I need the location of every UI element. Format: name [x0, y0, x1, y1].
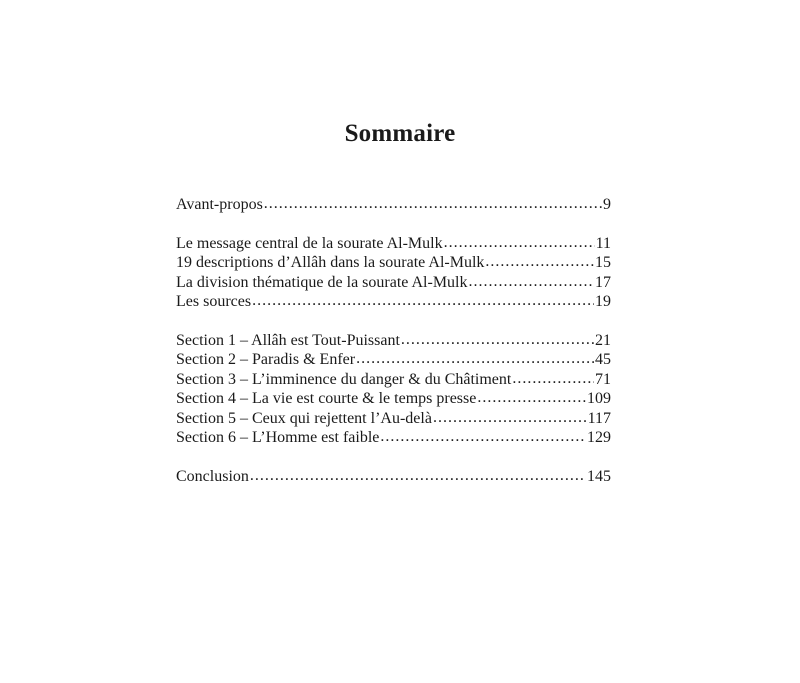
dot-leader — [380, 427, 586, 447]
toc-entry-page: 45 — [595, 351, 611, 368]
dot-leader — [433, 408, 587, 428]
toc-entry-page: 117 — [587, 409, 611, 427]
toc-entry-label: Section 1 – Allâh est Tout-Puissant — [176, 331, 400, 349]
toc-entry — [176, 234, 611, 254]
toc-entry-page: 145 — [587, 467, 611, 485]
toc-group-overview — [176, 234, 611, 312]
toc-entry-label: Section 6 – L’Homme est faible — [176, 429, 380, 446]
toc-entry-page: 21 — [595, 331, 611, 349]
toc-entry-label: 19 descriptions d’Allâh dans la sourate Al-Mulk — [176, 254, 485, 271]
dot-leader — [444, 233, 595, 253]
toc-entry-page: 19 — [595, 293, 611, 310]
toc-entry-label: La division thématique de la sourate Al-Mulk — [176, 273, 468, 291]
page-title: Sommaire — [344, 120, 456, 147]
toc-entry-page: 109 — [587, 390, 611, 407]
toc-entry-label: Section 4 – La vie est courte & le temps presse — [176, 390, 477, 407]
toc-entry — [176, 370, 611, 390]
toc-entry-label: Section 5 – Ceux qui rejettent l’Au-delà — [176, 409, 432, 427]
toc-entry — [176, 409, 611, 429]
toc-entry — [176, 253, 611, 273]
dot-leader — [356, 349, 594, 369]
toc-entry — [176, 389, 611, 409]
toc-entry — [176, 292, 611, 312]
toc-entry — [176, 273, 611, 293]
toc-entry — [176, 428, 611, 448]
dot-leader — [477, 388, 586, 408]
toc-entry-page: 17 — [595, 273, 611, 291]
toc-entry-label: Section 3 – L’imminence du danger & du Châtiment — [176, 370, 512, 388]
toc-entry-label: Les sources — [176, 293, 252, 310]
toc-entry-page: 11 — [595, 234, 611, 252]
toc-entry — [176, 331, 611, 351]
toc-entry-label: Section 2 – Paradis & Enfer — [176, 351, 356, 368]
dot-leader — [252, 291, 594, 311]
toc-entry — [176, 467, 611, 487]
toc-entry-page: 9 — [603, 196, 611, 213]
dot-leader — [264, 194, 602, 214]
dot-leader — [469, 272, 595, 292]
toc-entry-page: 129 — [587, 429, 611, 446]
toc-entry — [176, 350, 611, 370]
toc-entry-page: 15 — [595, 254, 611, 271]
toc-entry-page: 71 — [595, 370, 611, 388]
dot-leader — [485, 252, 594, 272]
toc-group-sections — [176, 331, 611, 448]
dot-leader — [512, 369, 594, 389]
toc-group-intro — [176, 195, 611, 215]
dot-leader — [250, 466, 586, 486]
dot-leader — [401, 330, 594, 350]
toc-entry-label: Avant-propos — [176, 196, 263, 213]
toc-entry — [176, 195, 611, 215]
table-of-contents — [176, 195, 611, 486]
toc-entry-label: Conclusion — [176, 467, 249, 485]
toc-group-conclusion — [176, 467, 611, 487]
toc-entry-label: Le message central de la sourate Al-Mulk — [176, 234, 443, 252]
